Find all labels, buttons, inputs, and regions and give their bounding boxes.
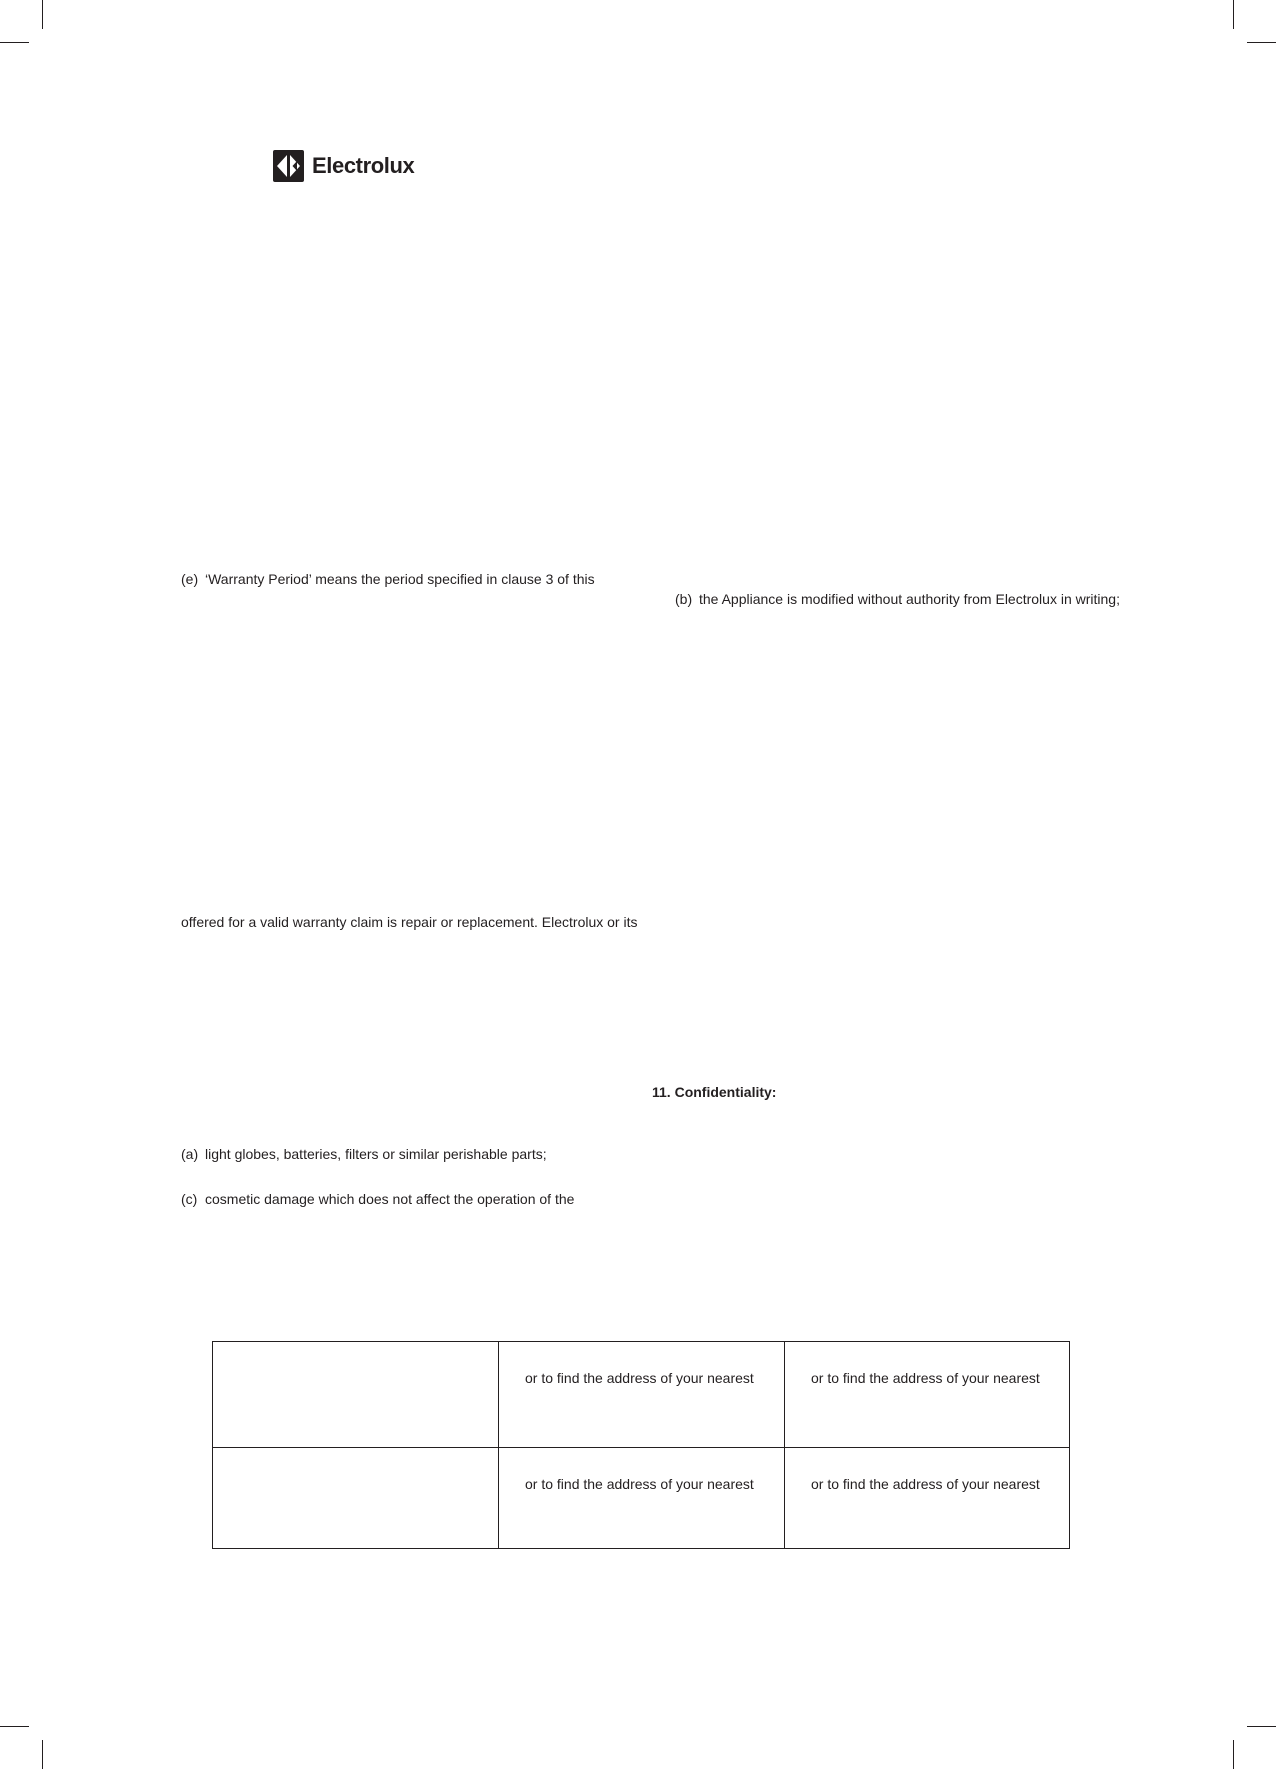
crop-mark-top-right-vertical bbox=[1233, 0, 1234, 29]
exclusion-a bbox=[181, 1145, 547, 1163]
table-cell: or to find the address of your nearest bbox=[499, 1342, 785, 1448]
clause-b-label: (b) bbox=[675, 591, 693, 607]
crop-mark-bottom-left-horizontal bbox=[0, 1726, 29, 1727]
table-cell bbox=[213, 1448, 499, 1549]
brand-name: Electrolux bbox=[312, 153, 415, 178]
contact-table bbox=[212, 1341, 1070, 1549]
exclusion-c-text: cosmetic damage which does not affect the operation of the bbox=[205, 1191, 575, 1207]
clause-b-text: the Appliance is modified without authority from Electrolux in writing; bbox=[699, 591, 1120, 607]
clause-e-label: (e) bbox=[181, 571, 199, 587]
clause-e bbox=[181, 570, 595, 588]
crop-mark-bottom-left-vertical bbox=[42, 1740, 43, 1769]
section-11-heading: 11. Confidentiality: bbox=[652, 1084, 777, 1100]
table-cell: or to find the address of your nearest bbox=[785, 1342, 1070, 1448]
exclusion-c-label: (c) bbox=[181, 1191, 198, 1207]
table-cell bbox=[213, 1342, 499, 1448]
table-cell: or to find the address of your nearest bbox=[499, 1448, 785, 1549]
crop-mark-bottom-right-vertical bbox=[1233, 1740, 1234, 1769]
crop-mark-top-left-vertical bbox=[42, 0, 43, 29]
remedy-line: offered for a valid warranty claim is repair or replacement. Electrolux or its bbox=[181, 914, 638, 930]
exclusion-a-text: light globes, batteries, filters or similar perishable parts; bbox=[205, 1146, 547, 1162]
crop-mark-bottom-right-horizontal bbox=[1247, 1726, 1276, 1727]
crop-mark-top-right-horizontal bbox=[1247, 42, 1276, 43]
electrolux-logo bbox=[273, 150, 414, 182]
clause-e-text: ‘Warranty Period’ means the period specified in clause 3 of this bbox=[205, 571, 595, 587]
crop-mark-top-left-horizontal bbox=[0, 42, 29, 43]
electrolux-logo-icon bbox=[273, 150, 304, 182]
clause-b bbox=[675, 590, 1120, 608]
table-cell: or to find the address of your nearest bbox=[785, 1448, 1070, 1549]
exclusion-c bbox=[181, 1190, 574, 1208]
table-row bbox=[213, 1448, 1070, 1549]
table-row bbox=[213, 1342, 1070, 1448]
exclusion-a-label: (a) bbox=[181, 1146, 199, 1162]
